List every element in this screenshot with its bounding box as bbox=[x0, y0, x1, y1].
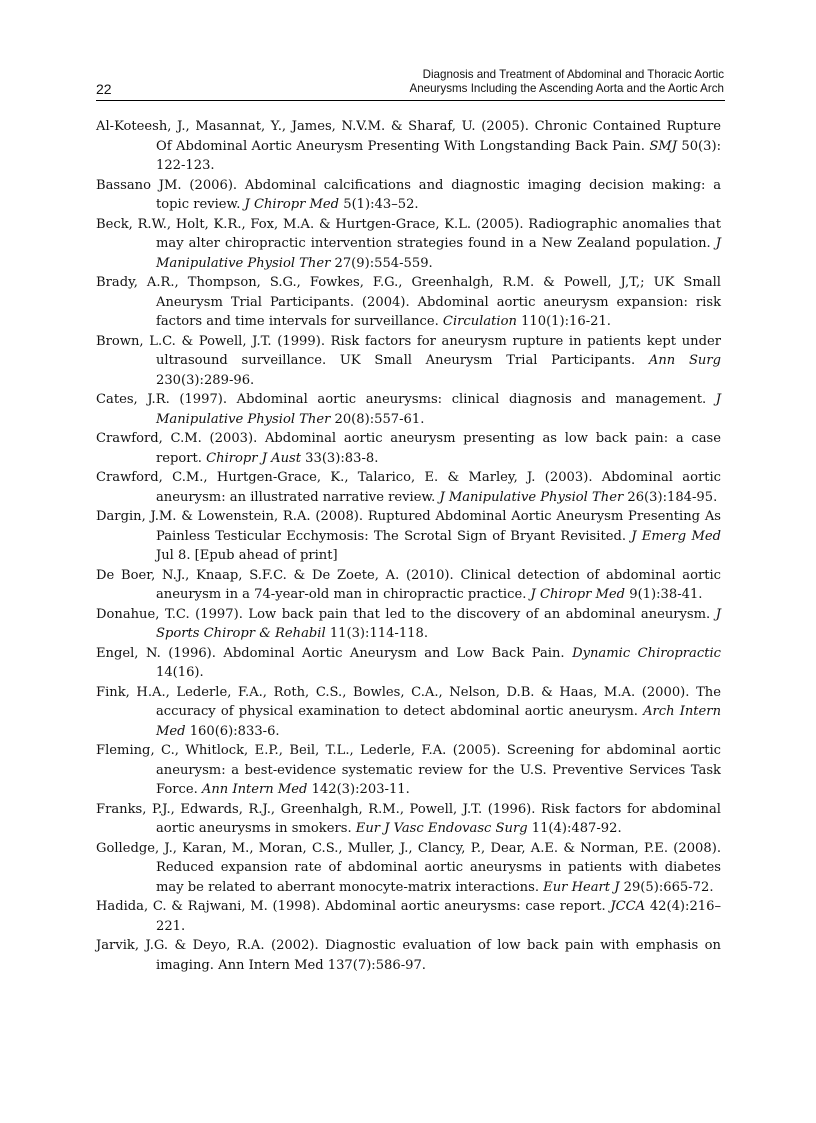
reference-journal: J Chiropr Med bbox=[530, 587, 626, 602]
reference-entry bbox=[96, 566, 721, 605]
reference-journal: Dynamic Chiropractic bbox=[572, 645, 721, 661]
reference-list bbox=[96, 117, 721, 975]
reference-citation-detail: 50(3): 122-123. bbox=[156, 138, 721, 173]
reference-citation-detail: 110(1):16-21. bbox=[516, 314, 611, 329]
reference-text: Al-Koteesh, J., Masannat, Y., James, N.V.M. & Sharaf, U. (2005). Chronic Contained Rupture Of Abdominal Aortic Aneurysm Presenting With Longstanding Back Pain. bbox=[96, 119, 721, 154]
reference-text: Beck, R.W., Holt, K.R., Fox, M.A. & Hurtgen-Grace, K.L. (2005). Radiographic anomalies that may alter chiropractic intervention strategies found in a New Zealand population. bbox=[96, 216, 721, 251]
reference-text: Brown, L.C. & Powell, J.T. (1999). Risk factors for aneurysm rupture in patients kept under ultrasound surveillance. UK Small Aneurysm Trial Participants. bbox=[96, 333, 721, 368]
reference-entry bbox=[96, 897, 721, 936]
reference-entry bbox=[96, 117, 721, 176]
reference-citation-detail: 230(3):289-96. bbox=[156, 372, 255, 388]
reference-journal: Ann Surg bbox=[648, 353, 721, 368]
reference-citation-detail: 11(4):487-92. bbox=[527, 821, 622, 836]
reference-citation-detail: Jul 8. [Epub ahead of print] bbox=[156, 548, 338, 563]
reference-journal: Arch Intern Med bbox=[156, 704, 721, 739]
reference-journal: SMJ bbox=[649, 138, 677, 154]
reference-citation-detail: 14(16). bbox=[156, 665, 204, 680]
reference-entry bbox=[96, 936, 721, 975]
reference-journal: JCCA bbox=[610, 899, 646, 914]
reference-entry bbox=[96, 839, 721, 898]
reference-citation-detail: 42(4):216–221. bbox=[156, 899, 721, 934]
reference-entry bbox=[96, 605, 721, 644]
reference-citation-detail: 27(9):554-559. bbox=[330, 255, 433, 271]
reference-citation-detail: 5(1):43–52. bbox=[339, 197, 419, 212]
reference-entry bbox=[96, 683, 721, 742]
reference-entry bbox=[96, 215, 721, 274]
reference-citation-detail: 20(8):557-61. bbox=[330, 411, 425, 427]
reference-citation-detail: 160(6):833-6. bbox=[185, 723, 280, 739]
page-number: 22 bbox=[96, 81, 112, 97]
reference-text: Franks, P.J., Edwards, R.J., Greenhalgh, R.M., Powell, J.T. (1996). Risk factors for abdominal aortic aneurysms in smokers. bbox=[96, 801, 721, 836]
reference-text: De Boer, N.J., Knaap, S.F.C. & De Zoete, A. (2010). Clinical detection of abdominal aortic aneurysm in a 74-year-old man in chiropractic practice. bbox=[96, 567, 721, 602]
running-header bbox=[96, 66, 725, 101]
reference-text: Engel, N. (1996). Abdominal Aortic Aneurysm and Low Back Pain. bbox=[96, 645, 573, 661]
reference-citation-detail: 9(1):38-41. bbox=[625, 587, 703, 602]
reference-journal: J Emerg Med bbox=[631, 528, 721, 544]
reference-text: Brady, A.R., Thompson, S.G., Fowkes, F.G., Greenhalgh, R.M. & Powell, J,T,; UK Small Aneurysm Trial Participants. (2004). Abdominal aortic aneurysm expansion: risk factors and time intervals for surveillance. bbox=[96, 275, 721, 329]
reference-text: Bassano JM. (2006). Abdominal calcifications and diagnostic imaging decision making: a topic review. bbox=[96, 177, 721, 212]
reference-text: Cates, J.R. (1997). Abdominal aortic aneurysms: clinical diagnosis and management. bbox=[96, 392, 716, 407]
reference-text: Crawford, C.M. (2003). Abdominal aortic aneurysm presenting as low back pain: a case report. bbox=[96, 431, 721, 466]
reference-journal: Circulation bbox=[442, 314, 517, 329]
reference-citation-detail: 29(5):665-72. bbox=[619, 879, 714, 895]
reference-entry bbox=[96, 507, 721, 566]
reference-text: Jarvik, J.G. & Deyo, R.A. (2002). Diagnostic evaluation of low back pain with emphasis on imaging. Ann Intern Med 137(7):586-97. bbox=[96, 938, 721, 973]
running-title bbox=[409, 68, 724, 96]
reference-citation-detail: 11(3):114-118. bbox=[325, 626, 429, 641]
reference-citation-detail: 26(3):184-95. bbox=[623, 489, 718, 505]
reference-entry bbox=[96, 176, 721, 215]
reference-journal: Eur Heart J bbox=[543, 879, 620, 895]
reference-entry bbox=[96, 644, 721, 683]
running-title-line-2: Aneurysms Including the Ascending Aorta and the Aortic Arch bbox=[409, 82, 724, 95]
reference-text: Golledge, J., Karan, M., Moran, C.S., Muller, J., Clancy, P., Dear, A.E. & Norman, P.E. (2008). Reduced expansion rate of abdominal aortic aneurysms in patients with diabetes may be related to aberrant monocyte-matrix interactions. bbox=[96, 840, 721, 895]
running-title-line-1: Diagnosis and Treatment of Abdominal and Thoracic Aortic bbox=[422, 68, 724, 81]
reference-entry bbox=[96, 390, 721, 429]
reference-entry bbox=[96, 741, 721, 800]
reference-journal: J Manipulative Physiol Ther bbox=[156, 392, 721, 427]
reference-journal: Eur J Vasc Endovasc Surg bbox=[355, 821, 528, 836]
reference-entry bbox=[96, 468, 721, 507]
reference-text: Crawford, C.M., Hurtgen-Grace, K., Talarico, E. & Marley, J. (2003). Abdominal aortic aneurysm: an illustrated narrative review. bbox=[96, 470, 721, 505]
reference-text: Dargin, J.M. & Lowenstein, R.A. (2008). Ruptured Abdominal Aortic Aneurysm Presenting As Painless Testicular Ecchymosis: The Scrotal Sign of Bryant Revisited. bbox=[96, 509, 721, 544]
reference-text: Fleming, C., Whitlock, E.P., Beil, T.L., Lederle, F.A. (2005). Screening for abdominal aortic aneurysm: a best-evidence systematic review for the U.S. Preventive Services Task Force. bbox=[96, 743, 721, 797]
reference-text: Donahue, T.C. (1997). Low back pain that led to the discovery of an abdominal aneurysm. bbox=[96, 606, 716, 622]
reference-journal: J Sports Chiropr & Rehabil bbox=[156, 606, 721, 641]
reference-text: Hadida, C. & Rajwani, M. (1998). Abdominal aortic aneurysms: case report. bbox=[96, 899, 611, 914]
reference-journal: J Manipulative Physiol Ther bbox=[439, 489, 624, 505]
reference-entry bbox=[96, 273, 721, 332]
reference-entry bbox=[96, 800, 721, 839]
reference-entry bbox=[96, 429, 721, 468]
reference-journal: J Manipulative Physiol Ther bbox=[156, 236, 721, 271]
reference-citation-detail: 33(3):83-8. bbox=[301, 450, 379, 466]
reference-journal: Chiropr J Aust bbox=[206, 450, 301, 466]
reference-text: Fink, H.A., Lederle, F.A., Roth, C.S., Bowles, C.A., Nelson, D.B. & Haas, M.A. (2000). The accuracy of physical examination to detect abdominal aortic aneurysm. bbox=[96, 684, 721, 719]
reference-journal: Ann Intern Med bbox=[201, 782, 308, 797]
reference-journal: J Chiropr Med bbox=[244, 197, 340, 212]
reference-entry bbox=[96, 332, 721, 391]
reference-citation-detail: 142(3):203-11. bbox=[307, 782, 410, 797]
